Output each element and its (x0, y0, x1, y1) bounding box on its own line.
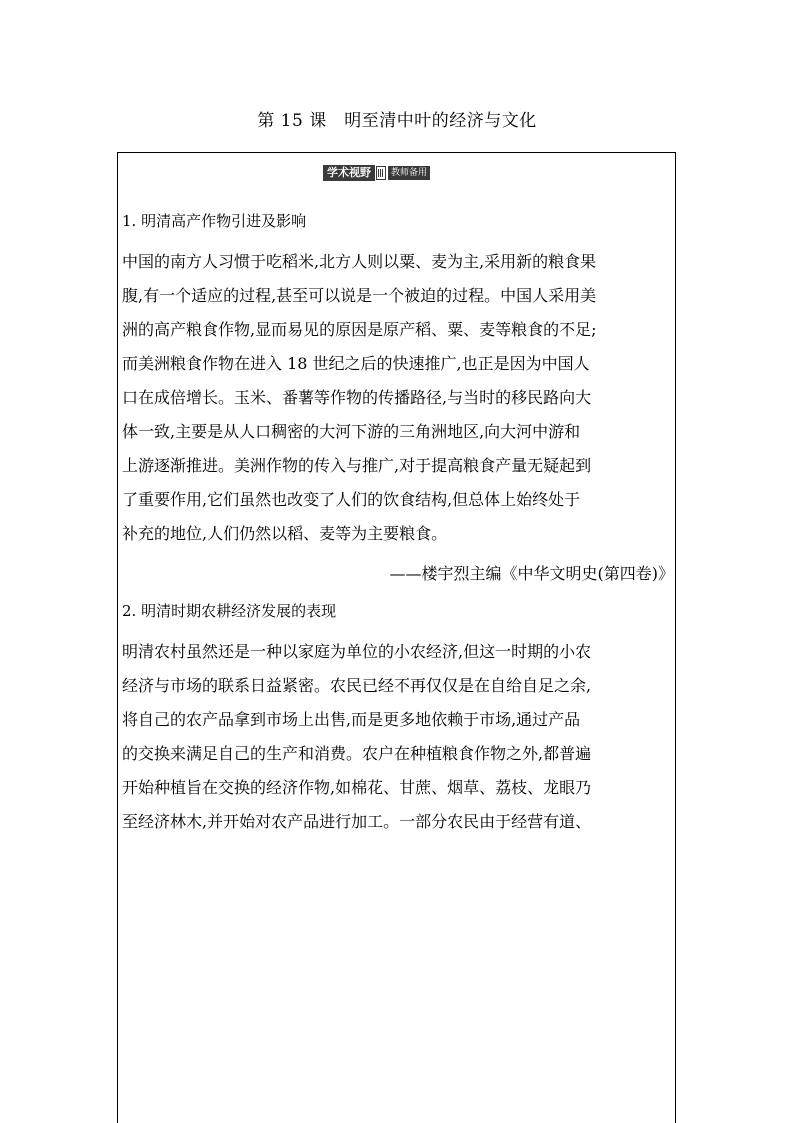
citation: ——楼宇烈主编《中华文明史(第四卷)》 (389, 564, 674, 583)
paragraph-line: 口在成倍增长。玉米、番薯等作物的传播路径,与当时的移民路向大 (122, 388, 592, 407)
paragraph-line: 上游逐渐推进。美洲作物的传入与推广,对于提高粮食产量无疑起到 (122, 456, 592, 475)
section-heading-1: 1. 明清高产作物引进及影响 (122, 212, 307, 230)
box-content (122, 211, 674, 839)
paragraph-line: 腹,有一个适应的过程,甚至可以说是一个被迫的过程。中国人采用美 (122, 286, 597, 305)
paragraph-line: 中国的南方人习惯于吃稻米,北方人则以粟、麦为主,采用新的粮食果 (122, 252, 597, 271)
paragraph-line: 体一致,主要是从人口稠密的大河下游的三角洲地区,向大河中游和 (122, 422, 581, 441)
paragraph-line: 而美洲粮食作物在进入 18 世纪之后的快速推广,也正是因为中国人 (122, 354, 590, 373)
section-banner (323, 165, 430, 181)
section-paragraph-1 (122, 245, 674, 551)
paragraph-line: 的交换来满足自己的生产和消费。农户在种植粮食作物之外,都普遍 (122, 744, 592, 763)
section-paragraph-2 (122, 635, 674, 839)
paragraph-line: 开始种植旨在交换的经济作物,如棉花、甘蔗、烟草、荔枝、龙眼乃 (122, 778, 592, 797)
paragraph-line: 明清农村虽然还是一种以家庭为单位的小农经济,但这一时期的小农 (122, 642, 592, 661)
paragraph-line: 至经济林木,并开始对农产品进行加工。一部分农民由于经营有道、 (122, 812, 592, 831)
section-heading-2: 2. 明清时期农耕经济发展的表现 (122, 602, 337, 620)
banner-tag: 教师备用 (388, 166, 430, 180)
book-icon (376, 166, 386, 180)
paragraph-line: 经济与市场的联系日益紧密。农民已经不再仅仅是在自给自足之余, (122, 676, 592, 695)
paragraph-line: 将自己的农产品拿到市场上出售,而是更多地依赖于市场,通过产品 (122, 710, 581, 729)
banner-label: 学术视野 (323, 165, 375, 181)
paragraph-line: 补充的地位,人们仍然以稻、麦等为主要粮食。 (122, 524, 448, 543)
page-title: 第 15 课 明至清中叶的经济与文化 (257, 111, 537, 131)
reading-box (117, 152, 676, 1123)
paragraph-line: 了重要作用,它们虽然也改变了人们的饮食结构,但总体上始终处于 (122, 490, 581, 509)
paragraph-line: 洲的高产粮食作物,显而易见的原因是原产稻、粟、麦等粮食的不足; (122, 320, 597, 339)
